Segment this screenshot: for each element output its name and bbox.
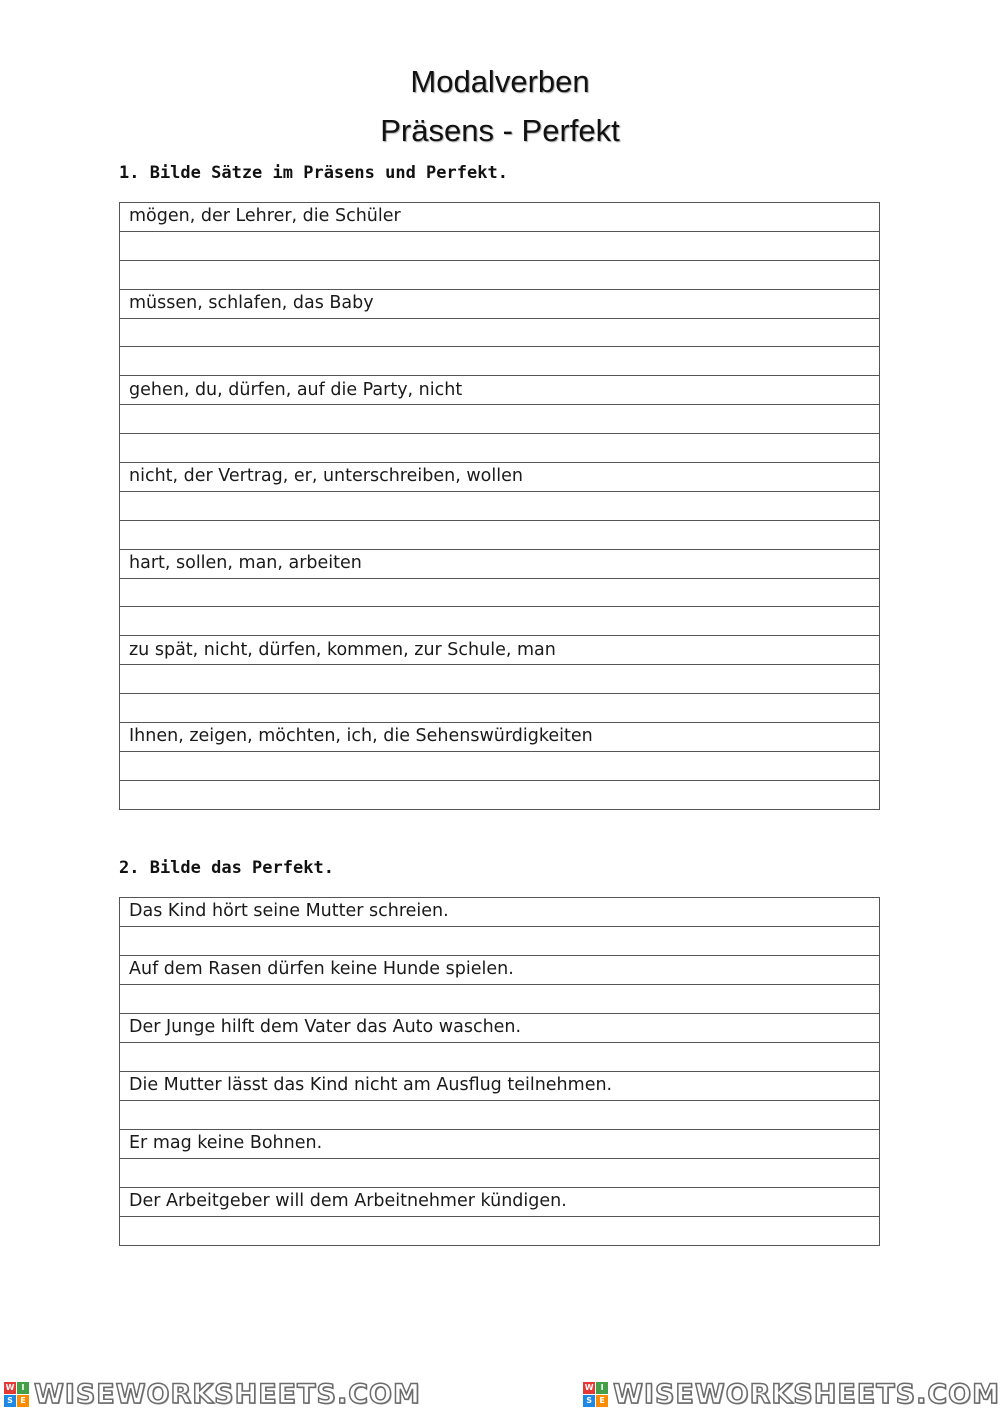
page-title: Modalverben bbox=[410, 64, 590, 99]
table-row bbox=[120, 203, 880, 232]
prompt-cell: gehen, du, dürfen, auf die Party, nicht bbox=[120, 376, 880, 405]
logo-tile: S bbox=[583, 1395, 595, 1407]
brand-logo-icon bbox=[4, 1382, 29, 1407]
brand-text: WISEWORKSHEETS.COM bbox=[613, 1378, 1000, 1410]
logo-tile: I bbox=[596, 1382, 608, 1394]
brand-logo-icon bbox=[583, 1382, 608, 1407]
table-row bbox=[120, 434, 880, 463]
answer-line[interactable] bbox=[120, 751, 880, 780]
logo-tile: E bbox=[17, 1395, 29, 1407]
table-row bbox=[120, 1217, 880, 1246]
table-row bbox=[120, 780, 880, 809]
answer-line[interactable] bbox=[120, 318, 880, 347]
prompt-cell: Der Arbeitgeber will dem Arbeitnehmer kündigen. bbox=[120, 1188, 880, 1217]
answer-line[interactable] bbox=[120, 694, 880, 723]
table-row bbox=[120, 723, 880, 752]
answer-line[interactable] bbox=[120, 231, 880, 260]
table-row bbox=[120, 1014, 880, 1043]
table-row bbox=[120, 347, 880, 376]
brand-right[interactable] bbox=[579, 1379, 1000, 1410]
table-row bbox=[120, 1101, 880, 1130]
answer-line[interactable] bbox=[120, 665, 880, 694]
table-row bbox=[120, 898, 880, 927]
answer-line[interactable] bbox=[120, 578, 880, 607]
table-row bbox=[120, 260, 880, 289]
table-row bbox=[120, 607, 880, 636]
table-row bbox=[120, 1130, 880, 1159]
answer-line[interactable] bbox=[120, 780, 880, 809]
logo-tile: S bbox=[4, 1395, 16, 1407]
prompt-cell: nicht, der Vertrag, er, unterschreiben, wollen bbox=[120, 463, 880, 492]
answer-line[interactable] bbox=[120, 1159, 880, 1188]
prompt-cell: mögen, der Lehrer, die Schüler bbox=[120, 203, 880, 232]
prompt-cell: müssen, schlafen, das Baby bbox=[120, 289, 880, 318]
table-row bbox=[120, 318, 880, 347]
table-row bbox=[120, 491, 880, 520]
page-subtitle: Präsens - Perfekt bbox=[380, 113, 620, 148]
answer-line[interactable] bbox=[120, 607, 880, 636]
table-row bbox=[120, 376, 880, 405]
table-row bbox=[120, 751, 880, 780]
prompt-cell: Die Mutter lässt das Kind nicht am Ausflug teilnehmen. bbox=[120, 1072, 880, 1101]
table-row bbox=[120, 1188, 880, 1217]
answer-line[interactable] bbox=[120, 434, 880, 463]
logo-tile: W bbox=[584, 1382, 594, 1392]
table-row bbox=[120, 927, 880, 956]
table-row bbox=[120, 520, 880, 549]
table-row bbox=[120, 463, 880, 492]
table-row bbox=[120, 956, 880, 985]
logo-tile: W bbox=[5, 1382, 15, 1392]
table-row bbox=[120, 1159, 880, 1188]
prompt-cell: Der Junge hilft dem Vater das Auto waschen. bbox=[120, 1014, 880, 1043]
prompt-cell: hart, sollen, man, arbeiten bbox=[120, 549, 880, 578]
footer-branding bbox=[0, 1378, 1000, 1410]
brand-text: WISEWORKSHEETS.COM bbox=[34, 1378, 421, 1410]
logo-tile: I bbox=[17, 1382, 29, 1394]
answer-line[interactable] bbox=[120, 520, 880, 549]
prompt-cell: Das Kind hört seine Mutter schreien. bbox=[120, 898, 880, 927]
table-row bbox=[120, 549, 880, 578]
exercise-2-table bbox=[119, 897, 880, 1246]
table-row bbox=[120, 985, 880, 1014]
table-row bbox=[120, 578, 880, 607]
answer-line[interactable] bbox=[120, 1217, 880, 1246]
table-row bbox=[120, 1043, 880, 1072]
table-row bbox=[120, 636, 880, 665]
table-row bbox=[120, 665, 880, 694]
prompt-cell: Ihnen, zeigen, möchten, ich, die Sehenswürdigkeiten bbox=[120, 723, 880, 752]
exercise-1-instruction: 1. Bilde Sätze im Präsens und Perfekt. bbox=[119, 163, 508, 183]
answer-line[interactable] bbox=[120, 491, 880, 520]
answer-line[interactable] bbox=[120, 1101, 880, 1130]
table-row bbox=[120, 1072, 880, 1101]
answer-line[interactable] bbox=[120, 260, 880, 289]
answer-line[interactable] bbox=[120, 1043, 880, 1072]
prompt-cell: zu spät, nicht, dürfen, kommen, zur Schule, man bbox=[120, 636, 880, 665]
table-row bbox=[120, 405, 880, 434]
exercise-2-instruction: 2. Bilde das Perfekt. bbox=[119, 858, 334, 878]
table-row bbox=[120, 289, 880, 318]
answer-line[interactable] bbox=[120, 405, 880, 434]
answer-line[interactable] bbox=[120, 927, 880, 956]
table-row bbox=[120, 231, 880, 260]
answer-line[interactable] bbox=[120, 347, 880, 376]
logo-tile: E bbox=[596, 1395, 608, 1407]
answer-line[interactable] bbox=[120, 985, 880, 1014]
exercise-1-table bbox=[119, 202, 880, 810]
prompt-cell: Er mag keine Bohnen. bbox=[120, 1130, 880, 1159]
table-row bbox=[120, 694, 880, 723]
prompt-cell: Auf dem Rasen dürfen keine Hunde spielen. bbox=[120, 956, 880, 985]
brand-left[interactable] bbox=[0, 1379, 421, 1410]
